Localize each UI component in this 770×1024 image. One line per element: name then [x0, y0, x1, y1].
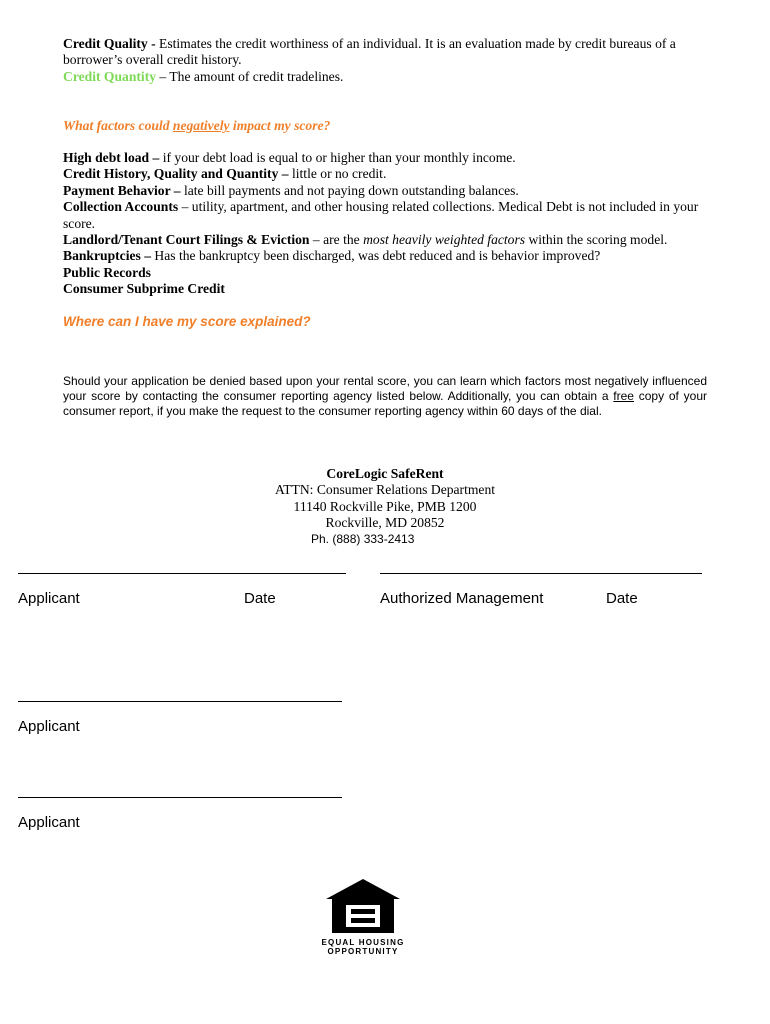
- factor-term: Landlord/Tenant Court Filings & Eviction: [63, 232, 310, 248]
- factor-item-landlord: [63, 232, 713, 248]
- factor-term: Bankruptcies –: [63, 248, 151, 264]
- factor-item: [63, 183, 713, 199]
- credit-quality-term: Credit Quality -: [63, 36, 156, 51]
- applicant-label-2: Applicant: [18, 718, 80, 735]
- factors-list: [63, 150, 713, 298]
- factor-term: Payment Behavior –: [63, 182, 181, 198]
- factor-item-bankruptcies: [63, 248, 713, 264]
- explained-text: Should your application be denied based upon your rental score, you can learn which factors most negatively influenced your score by contacting the consumer reporting agency listed below. Additionally, you can obtain a: [63, 374, 707, 403]
- explained-text: copy of your consumer report, if you make the request to the consumer reporting agency within 60 days of the dial.: [63, 389, 707, 418]
- explained-heading: Where can I have my score explained?: [63, 314, 311, 329]
- applicant-signature-line[interactable]: [18, 573, 346, 574]
- agency-phone: Ph. (888) 333-2413: [311, 532, 415, 546]
- factor-text: if your debt load is equal to or higher than your monthly income.: [159, 150, 516, 165]
- logo-text-line1: EQUAL HOUSING: [321, 938, 405, 947]
- credit-definitions: [63, 36, 713, 85]
- factor-text: – utility, apartment, and other housing related collections. Medical Debt is not included in your score.: [63, 199, 699, 231]
- factor-item: [63, 166, 713, 182]
- factors-heading-post: impact my score?: [229, 118, 331, 133]
- factor-item: [63, 150, 713, 166]
- factor-item-subprime: [63, 281, 713, 297]
- factors-heading-underlined: negatively: [172, 118, 230, 133]
- equal-housing-logo: [320, 877, 406, 959]
- factor-text: – are the: [309, 232, 364, 248]
- explained-free: free: [613, 389, 634, 403]
- agency-attn: ATTN: Consumer Relations Department: [274, 482, 496, 498]
- credit-quality-definition: [63, 36, 713, 69]
- factor-text: late bill payments and not paying down outstanding balances.: [180, 182, 519, 198]
- factor-item-public-records: [63, 265, 713, 281]
- factor-term: Public Records: [63, 264, 151, 280]
- factors-heading: [63, 118, 713, 134]
- factor-text: little or no credit.: [288, 166, 387, 182]
- factor-item: [63, 199, 713, 232]
- factor-term: Collection Accounts: [63, 199, 179, 215]
- factor-text: Has the bankruptcy been discharged, was debt reduced and is behavior improved?: [151, 248, 601, 264]
- factor-emphasis: most heavily weighted factors: [363, 232, 526, 248]
- applicant-label: Applicant: [18, 590, 80, 607]
- authorized-management-label: Authorized Management: [380, 590, 544, 607]
- date-label-2: Date: [606, 590, 638, 607]
- equal-housing-icon: [320, 877, 406, 933]
- agency-address: [185, 466, 585, 532]
- credit-quality-text: Estimates the credit worthiness of an individual. It is an evaluation made by credit bureaus of a borrower’s overall credit history.: [63, 36, 676, 68]
- factor-text: within the scoring model.: [525, 232, 668, 248]
- applicant-signature-line-2[interactable]: [18, 701, 342, 702]
- explained-paragraph: [63, 374, 707, 419]
- agency-street: 11140 Rockville Pike, PMB 1200: [293, 498, 477, 514]
- credit-quantity-term: Credit Quantity: [63, 68, 157, 84]
- credit-quantity-text: – The amount of credit tradelines.: [156, 68, 344, 84]
- factor-term: Credit History, Quality and Quantity –: [63, 166, 289, 182]
- factor-term: High debt load –: [63, 150, 160, 165]
- applicant-label-3: Applicant: [18, 814, 80, 831]
- management-signature-line[interactable]: [380, 573, 702, 574]
- factor-term: Consumer Subprime Credit: [63, 281, 225, 297]
- agency-name: CoreLogic SafeRent: [326, 466, 444, 481]
- factors-heading-pre: What factors could: [63, 118, 173, 133]
- agency-city: Rockville, MD 20852: [325, 515, 445, 531]
- credit-quantity-definition: [63, 69, 713, 85]
- logo-text-line2: OPPORTUNITY: [327, 947, 399, 956]
- date-label: Date: [244, 590, 276, 607]
- applicant-signature-line-3[interactable]: [18, 797, 342, 798]
